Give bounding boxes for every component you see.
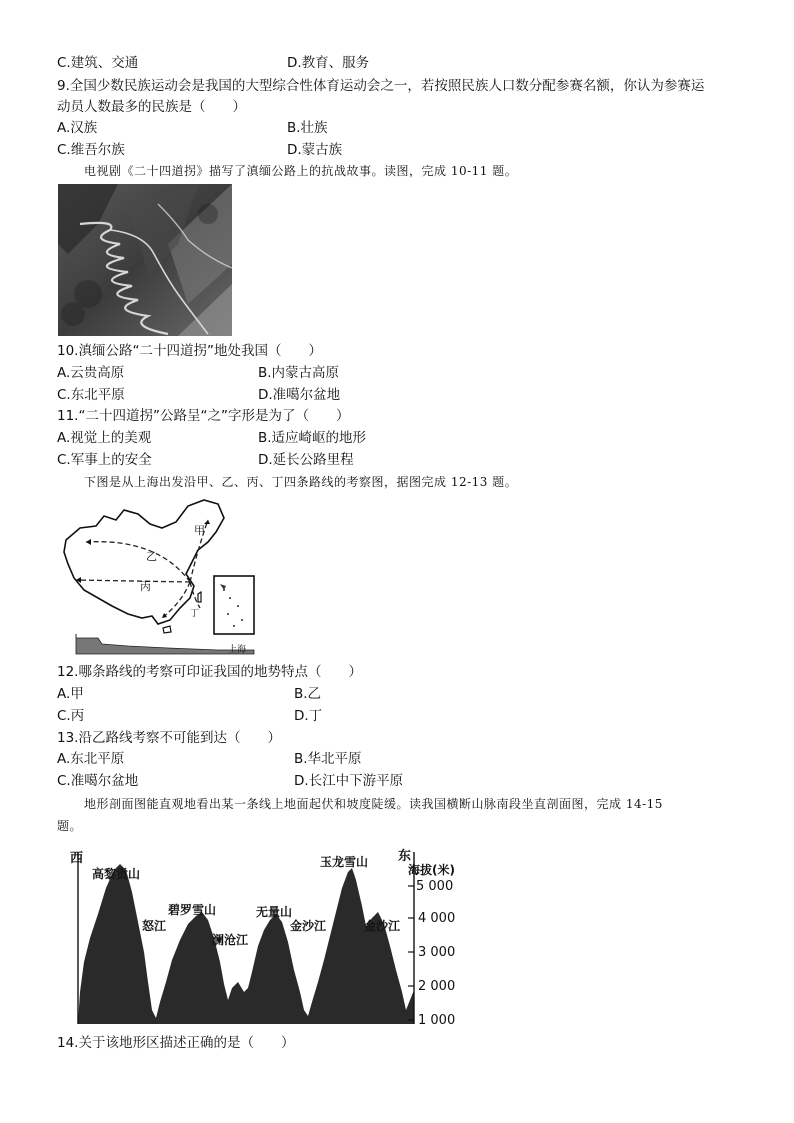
q11-stem: 11.“二十四道拐”公路呈“之”字形是为了（ ） [57,408,350,424]
tick-4000: 4 000 [418,911,456,926]
route-yi-line [86,542,190,582]
q11-option-a: A.视觉上的美观 [57,430,152,446]
q10-option-b: B.内蒙古高原 [258,365,340,381]
tick-2000: 2 000 [418,979,456,994]
q13-option-b: B.华北平原 [294,751,362,767]
route-bing-line [76,580,190,582]
q9-option-a: A.汉族 [57,120,98,136]
q12-stem: 12.哪条路线的考察可印证我国的地势特点（ ） [57,664,362,680]
q9-option-c: C.维吾尔族 [57,142,125,158]
winding-road-photo [58,184,232,336]
q9-stem-line1: 9.全国少数民族运动会是我国的大型综合性体育运动会之一，若按照民族人口数分配参赛名额，你认为参赛运 [57,78,705,94]
west-label: 西 [70,851,84,866]
q10-stem: 10.滇缅公路“二十四道拐”地处我国（ ） [57,343,322,359]
route-ding-label: 丁 [190,609,200,619]
q9-option-b: B.壮族 [287,120,328,136]
intro-14-15-line1: 地形剖面图能直观地看出某一条线上地面起伏和坡度陡缓。读我国横断山脉南段坐直剖面图，完成 14-15 [84,797,663,811]
q10-option-a: A.云贵高原 [57,365,125,381]
profile-shanghai-label: 上海 [228,645,247,655]
peak-wuliang: 无量山 [256,905,293,919]
route-jia-label: 甲 [194,524,205,537]
q10-option-d: D.准噶尔盆地 [258,387,341,403]
river-nu: 怒江 [142,919,167,933]
q12-option-a: A.甲 [57,686,84,702]
q12-option-d: D.丁 [294,708,323,724]
tick-5000: 5 000 [416,879,454,894]
intro-14-15-line2: 题。 [57,819,83,833]
q13-option-a: A.东北平原 [57,751,125,767]
east-label: 东 [398,849,412,864]
q12-option-b: B.乙 [294,686,322,702]
q13-option-c: C.准噶尔盆地 [57,773,139,789]
q13-stem: 13.沿乙路线考察不可能到达（ ） [57,730,281,746]
china-route-map [58,498,270,656]
q13-option-d: D.长江中下游平原 [294,773,404,789]
route-bing-label: 丙 [140,580,151,593]
q11-option-b: B.适应崎岖的地形 [258,430,367,446]
axis-title: 海拔(米) [408,863,455,877]
hengduan-terrain-profile [62,842,482,1030]
q12-option-c: C.丙 [57,708,85,724]
river-lancang: 澜沧江 [212,933,249,947]
q9-stem-line2: 动员人数最多的民族是（ ） [57,99,246,115]
q8-option-d: D.教育、服务 [287,55,370,71]
intro-10-11: 电视剧《二十四道拐》描写了滇缅公路上的抗战故事。读图，完成 10-11 题。 [84,164,518,178]
tick-1000: 1 000 [418,1013,456,1028]
tick-3000: 3 000 [418,945,456,960]
river-jinsha-1: 金沙江 [290,919,327,933]
peak-biluo: 碧罗雪山 [168,903,217,917]
peak-yulong: 玉龙雪山 [320,855,369,869]
q8-option-c: C.建筑、交通 [57,55,139,71]
q9-option-d: D.蒙古族 [287,142,343,158]
china-outline [64,500,224,624]
intro-12-13: 下图是从上海出发沿甲、乙、丙、丁四条路线的考察图，据图完成 12-13 题。 [84,475,518,489]
q14-stem: 14.关于该地形区描述正确的是（ ） [57,1035,295,1051]
q11-option-c: C.军事上的安全 [57,452,152,468]
route-yi-label: 乙 [146,550,157,563]
peak-gaoligong: 高黎贡山 [92,867,141,881]
q10-option-c: C.东北平原 [57,387,125,403]
q11-option-d: D.延长公路里程 [258,452,354,468]
river-jinsha-2: 金沙江 [364,919,401,933]
